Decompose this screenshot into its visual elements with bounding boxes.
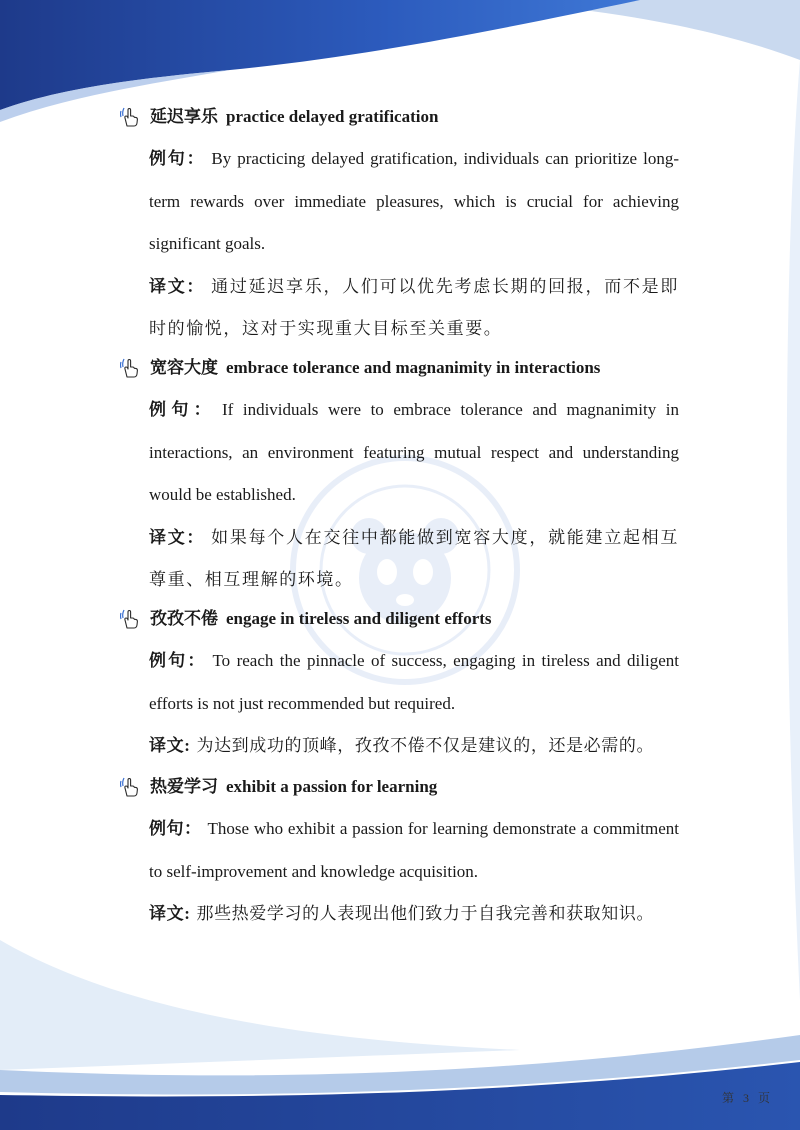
example-label: 例句：: [149, 400, 216, 419]
phrase-entry: [120, 774, 680, 936]
example-sentence: [149, 138, 679, 266]
phrase-heading: [120, 774, 680, 800]
phrase-chinese: 孜孜不倦: [150, 609, 218, 628]
translation-sentence: [149, 517, 679, 602]
phrase-english: embrace tolerance and magnanimity in interactions: [226, 358, 601, 377]
translation-label: 译文：: [149, 276, 206, 296]
phrase-chinese: 宽容大度: [150, 358, 218, 377]
pointing-hand-icon: [120, 608, 140, 630]
phrase-chinese: 延迟享乐: [150, 107, 218, 126]
phrase-heading: [120, 355, 680, 381]
example-sentence: [149, 808, 679, 893]
translation-sentence: [149, 893, 679, 936]
translation-label: 译文：: [149, 527, 206, 547]
phrase-entry: [120, 355, 680, 602]
translation-sentence: [149, 725, 679, 768]
phrase-english: engage in tireless and diligent efforts: [226, 609, 492, 628]
translation-text: 为达到成功的顶峰，孜孜不倦不仅是建议的，还是必需的。: [196, 736, 655, 755]
example-text: To reach the pinnacle of success, engaging in tireless and diligent efforts is not just recommended but required.: [149, 651, 679, 713]
pointing-hand-icon: [120, 357, 140, 379]
example-label: 例句：: [149, 149, 206, 168]
translation-label: 译文:: [149, 736, 191, 755]
phrase-english: exhibit a passion for learning: [226, 777, 438, 796]
example-text: If individuals were to embrace tolerance and magnanimity in interactions, an environment featuring mutual respect and understanding would be established.: [149, 400, 679, 504]
phrase-chinese: 热爱学习: [150, 777, 218, 796]
translation-text: 如果每个人在交往中都能做到宽容大度，就能建立起相互尊重、相互理解的环境。: [149, 527, 679, 589]
phrase-english: practice delayed gratification: [226, 107, 439, 126]
phrase-entry: [120, 104, 680, 351]
example-label: 例句：: [149, 819, 202, 838]
page-number: 第 3 页: [722, 1091, 774, 1105]
pointing-hand-icon: [120, 776, 140, 798]
example-text: By practicing delayed gratification, individuals can prioritize long-term rewards over immediate pleasures, which is crucial for achieving significant goals.: [149, 149, 680, 253]
example-sentence: [149, 389, 679, 517]
phrase-entry: [120, 606, 680, 768]
translation-text: 那些热爱学习的人表现出他们致力于自我完善和获取知识。: [196, 904, 655, 923]
example-sentence: [149, 640, 679, 725]
translation-label: 译文:: [149, 904, 191, 923]
example-label: 例句：: [149, 651, 207, 670]
example-text: Those who exhibit a passion for learning demonstrate a commitment to self-improvement and knowledge acquisition.: [149, 819, 680, 881]
phrase-heading: [120, 606, 680, 632]
translation-sentence: [149, 266, 679, 351]
pointing-hand-icon: [120, 106, 140, 128]
translation-text: 通过延迟享乐，人们可以优先考虑长期的回报，而不是即时的愉悦，这对于实现重大目标至关重要。: [149, 276, 679, 338]
phrase-heading: [120, 104, 680, 130]
